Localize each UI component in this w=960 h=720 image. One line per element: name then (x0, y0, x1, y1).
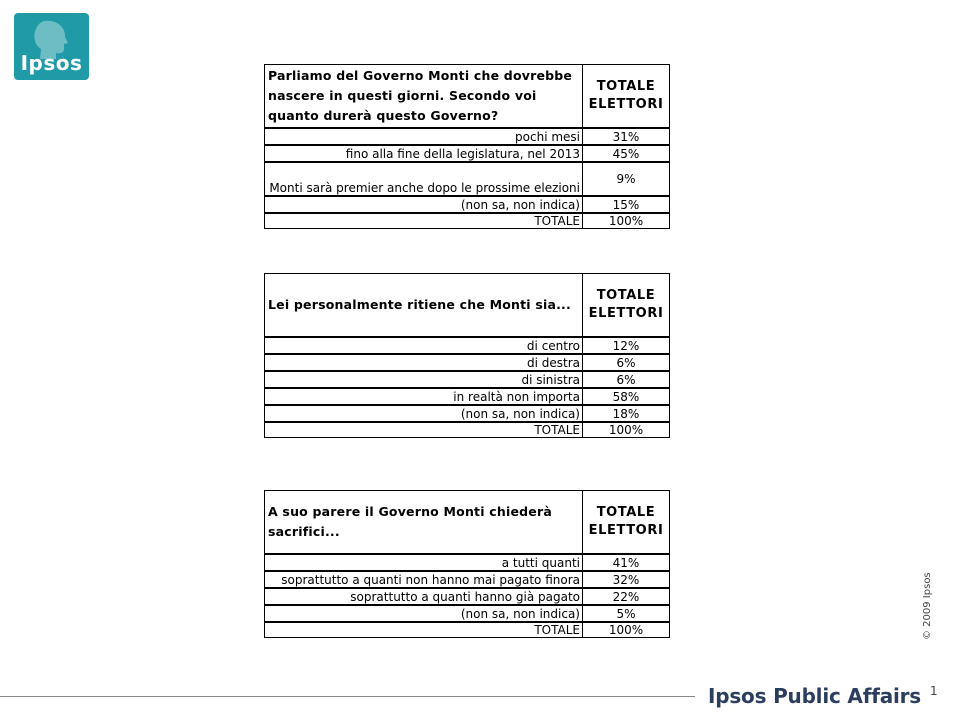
row-value: 100% (608, 423, 644, 437)
row-value: 100% (608, 623, 644, 637)
row-value: 22% (612, 590, 640, 604)
question-text: Parliamo del Governo Monti che dovrebbe nascere in questi giorni. Secondo voi quanto durerà questo Governo? (265, 65, 583, 127)
column-header-line1: TOTALE (596, 505, 656, 520)
row-value: 58% (612, 390, 640, 404)
table-row-total (265, 214, 669, 228)
row-label: di centro (265, 338, 583, 353)
table-row-total (265, 623, 669, 637)
table-row (265, 589, 669, 606)
column-header-line2: ELETTORI (588, 306, 664, 321)
column-header (583, 65, 669, 127)
row-label: (non sa, non indica) (265, 197, 583, 212)
ipsos-logo (14, 13, 89, 80)
row-label: TOTALE (265, 623, 583, 637)
row-label: a tutti quanti (265, 555, 583, 570)
column-header (583, 274, 669, 336)
row-label: di destra (265, 355, 583, 370)
table-row (265, 372, 669, 389)
row-value: 18% (612, 407, 640, 421)
row-label: (non sa, non indica) (265, 606, 583, 621)
column-header-line2: ELETTORI (588, 523, 664, 538)
row-label: soprattutto a quanti hanno già pagato (265, 589, 583, 604)
row-value: 9% (616, 172, 636, 186)
table-row (265, 163, 669, 197)
row-label: pochi mesi (265, 129, 583, 144)
column-header-line2: ELETTORI (588, 97, 664, 112)
row-value: 6% (616, 356, 636, 370)
copyright-notice: © 2009 Ipsos (922, 572, 933, 640)
row-label: fino alla fine della legislatura, nel 2013 (265, 146, 583, 161)
row-value: 12% (612, 339, 640, 353)
row-value: 5% (616, 607, 636, 621)
table-header (265, 65, 669, 129)
row-label: soprattutto a quanti non hanno mai pagato finora (265, 572, 583, 587)
row-label: (non sa, non indica) (265, 406, 583, 421)
column-header-line1: TOTALE (596, 288, 656, 303)
table-row (265, 606, 669, 623)
column-header-line1: TOTALE (596, 79, 656, 94)
table-row-total (265, 423, 669, 437)
page-number: 1 (930, 684, 938, 698)
row-label: TOTALE (265, 423, 583, 437)
table-row (265, 389, 669, 406)
row-value: 6% (616, 373, 636, 387)
table-header (265, 274, 669, 338)
table-row (265, 355, 669, 372)
row-value: 45% (612, 147, 640, 161)
row-label: in realtà non importa (265, 389, 583, 404)
table-row (265, 555, 669, 572)
row-label: di sinistra (265, 372, 583, 387)
table-row (265, 338, 669, 355)
row-label: Monti sarà premier anche dopo le prossime elezioni (265, 163, 583, 195)
table-header (265, 491, 669, 555)
table-row (265, 572, 669, 589)
table-monti-orientamento (264, 273, 670, 438)
row-value: 41% (612, 556, 640, 570)
table-row (265, 129, 669, 146)
logo-text: Ipsos (20, 51, 83, 75)
footer-divider (0, 696, 695, 697)
row-value: 32% (612, 573, 640, 587)
row-value: 15% (612, 198, 640, 212)
question-text: A suo parere il Governo Monti chiederà sacrifici... (265, 491, 583, 553)
row-value: 31% (612, 130, 640, 144)
column-header (583, 491, 669, 553)
table-row (265, 197, 669, 214)
row-value: 100% (608, 214, 644, 228)
row-label: TOTALE (265, 214, 583, 228)
table-governo-durata (264, 64, 670, 229)
brand-name: Ipsos Public Affairs (708, 684, 922, 708)
table-row (265, 406, 669, 423)
table-row (265, 146, 669, 163)
table-sacrifici (264, 490, 670, 638)
question-text: Lei personalmente ritiene che Monti sia... (265, 274, 583, 336)
